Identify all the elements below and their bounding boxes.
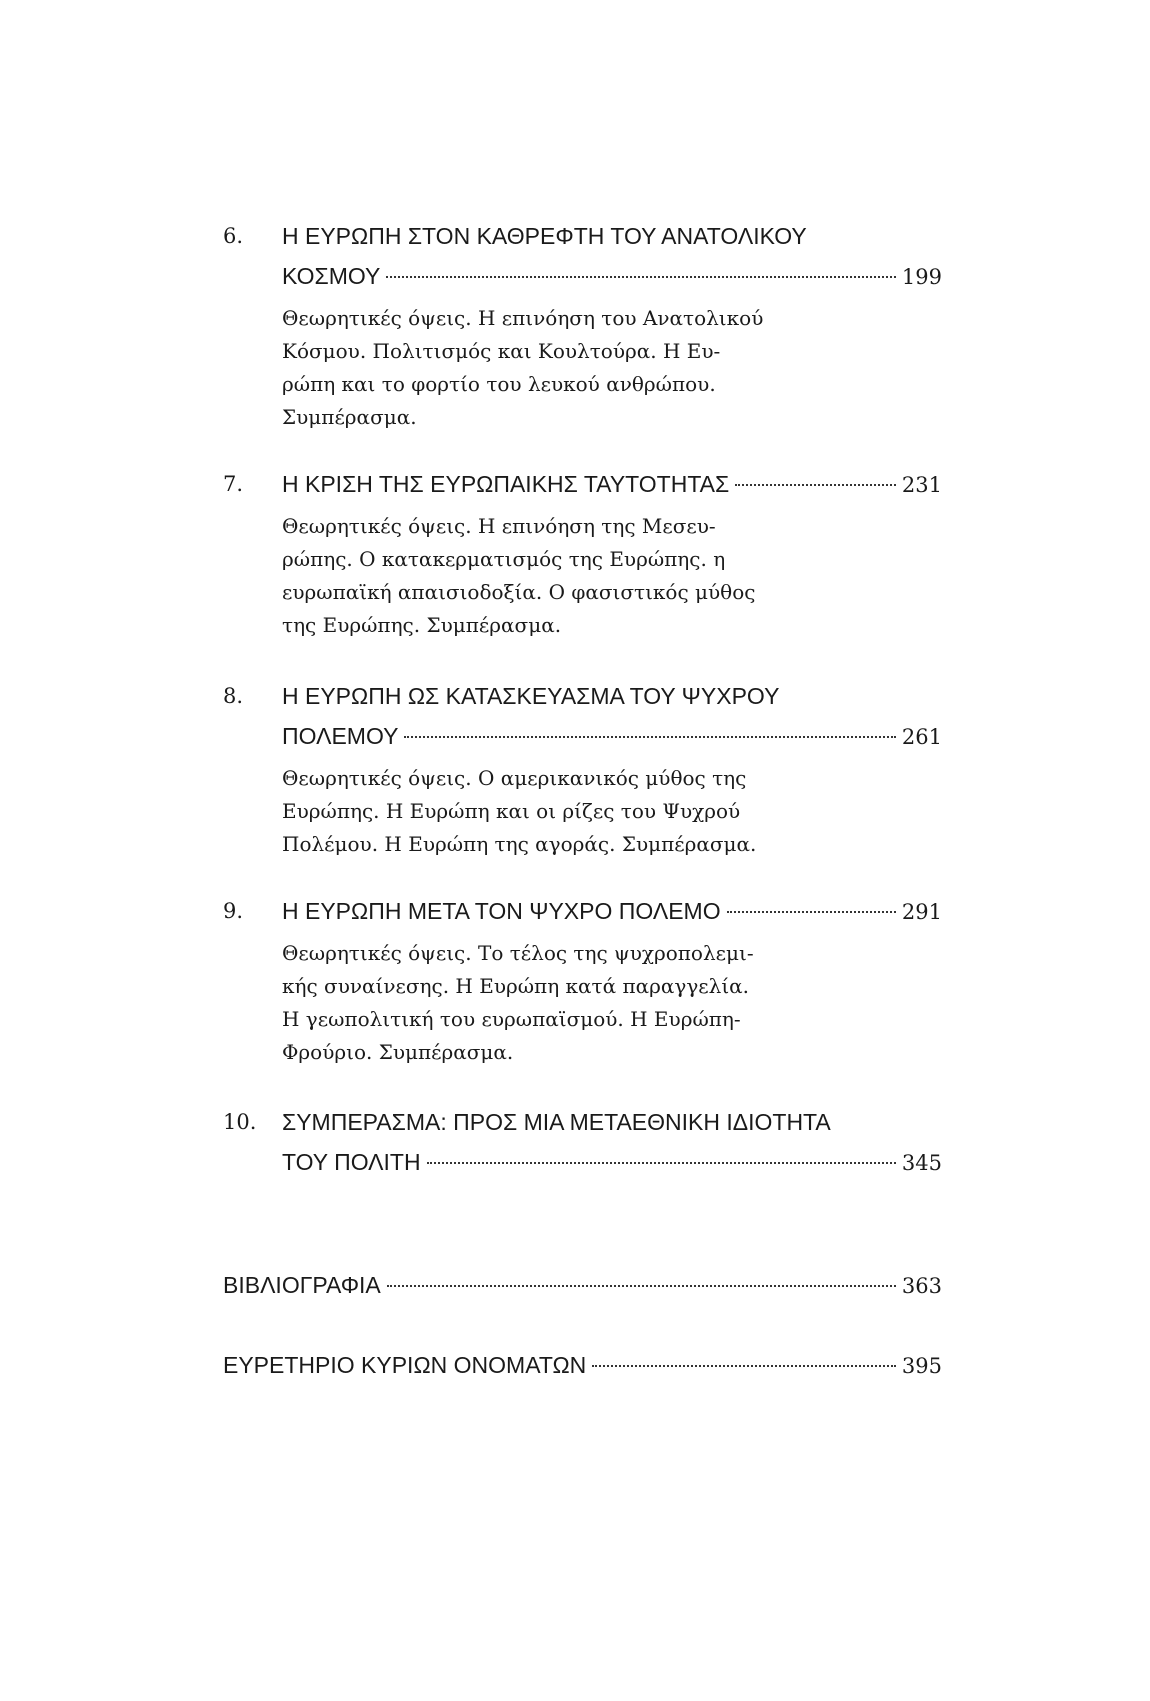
description-line: Θεωρητικές όψεις. Το τέλος της ψυχροπολεμι- [282, 941, 754, 965]
description-line: ρώπη και το φορτίο του λευκού ανθρώπου. [282, 372, 716, 396]
description-line: κής συναίνεσης. Η Ευρώπη κατά παραγγελία. [282, 974, 750, 998]
dot-leader [386, 276, 896, 278]
dot-leader [735, 484, 896, 486]
dot-leader [727, 911, 896, 913]
description-line: Κόσμου. Πολιτισμός και Κουλτούρα. Η Ευ- [282, 339, 721, 363]
dot-leader [592, 1365, 896, 1367]
description-line: Ευρώπης. Η Ευρώπη και οι ρίζες του Ψυχρού [282, 799, 741, 823]
page-number: 199 [901, 265, 942, 289]
page-number: 291 [901, 900, 942, 924]
page-number: 345 [901, 1151, 942, 1175]
description-line: Πολέμου. Η Ευρώπη της αγοράς. Συμπέρασμα. [282, 832, 757, 856]
description-line: της Ευρώπης. Συμπέρασμα. [282, 613, 562, 637]
chapter-title-continued: ΚΟΣΜΟΥ [282, 263, 381, 289]
chapter-number: 9. [223, 899, 244, 923]
chapter-number: 6. [223, 224, 244, 248]
dot-leader [387, 1285, 896, 1287]
description-line: ευρωπαϊκή απαισιοδοξία. Ο φασιστικός μύθος [282, 580, 756, 604]
chapter-number: 8. [223, 684, 244, 708]
chapter-description [282, 302, 782, 434]
dot-leader [427, 1162, 896, 1164]
description-line: ρώπης. Ο κατακερματισμός της Ευρώπης. η [282, 547, 726, 571]
chapter-number: 10. [223, 1110, 257, 1134]
chapter-description [282, 937, 782, 1069]
chapter-title: Η ΕΥΡΩΠΗ ΩΣ ΚΑΤΑΣΚΕΥΑΣΜΑ ΤΟΥ ΨΥΧΡΟΥ [282, 683, 780, 709]
chapter-number: 7. [223, 472, 244, 496]
description-line: Θεωρητικές όψεις. Ο αμερικανικός μύθος της [282, 766, 747, 790]
chapter-title: Η ΕΥΡΩΠΗ ΣΤΟΝ ΚΑΘΡΕΦΤΗ ΤΟΥ ΑΝΑΤΟΛΙΚΟΥ [282, 223, 807, 249]
description-line: Φρούριο. Συμπέρασμα. [282, 1040, 514, 1064]
description-line: Η γεωπολιτική του ευρωπαϊσμού. Η Ευρώπη- [282, 1007, 741, 1031]
chapter-title: ΣΥΜΠΕΡΑΣΜΑ: ΠΡΟΣ ΜΙΑ ΜΕΤΑΕΘΝΙΚΗ ΙΔΙΟΤΗΤΑ [282, 1109, 831, 1135]
description-line: Θεωρητικές όψεις. Η επινόηση του Ανατολικού [282, 306, 764, 330]
page-number: 231 [901, 473, 942, 497]
page-number: 363 [901, 1274, 942, 1298]
dot-leader [404, 736, 895, 738]
chapter-title-continued: ΠΟΛΕΜΟΥ [282, 723, 399, 749]
description-line: Θεωρητικές όψεις. Η επινόηση της Μεσευ- [282, 514, 716, 538]
chapter-title: Η ΚΡΙΣΗ ΤΗΣ ΕΥΡΩΠΑΙΚΗΣ ΤΑΥΤΟΤΗΤΑΣ [282, 471, 730, 497]
chapter-title-continued: ΤΟΥ ΠΟΛΙΤΗ [282, 1149, 421, 1175]
page-number: 261 [901, 725, 942, 749]
section-title: ΕΥΡΕΤΗΡΙΟ ΚΥΡΙΩΝ ΟΝΟΜΑΤΩΝ [223, 1352, 587, 1378]
description-line: Συμπέρασμα. [282, 405, 417, 429]
page-number: 395 [901, 1354, 942, 1378]
section-title: ΒΙΒΛΙΟΓΡΑΦΙΑ [223, 1272, 381, 1298]
chapter-description [282, 762, 782, 861]
chapter-description [282, 510, 782, 642]
chapter-title: Η ΕΥΡΩΠΗ ΜΕΤΑ ΤΟΝ ΨΥΧΡΟ ΠΟΛΕΜΟ [282, 898, 721, 924]
